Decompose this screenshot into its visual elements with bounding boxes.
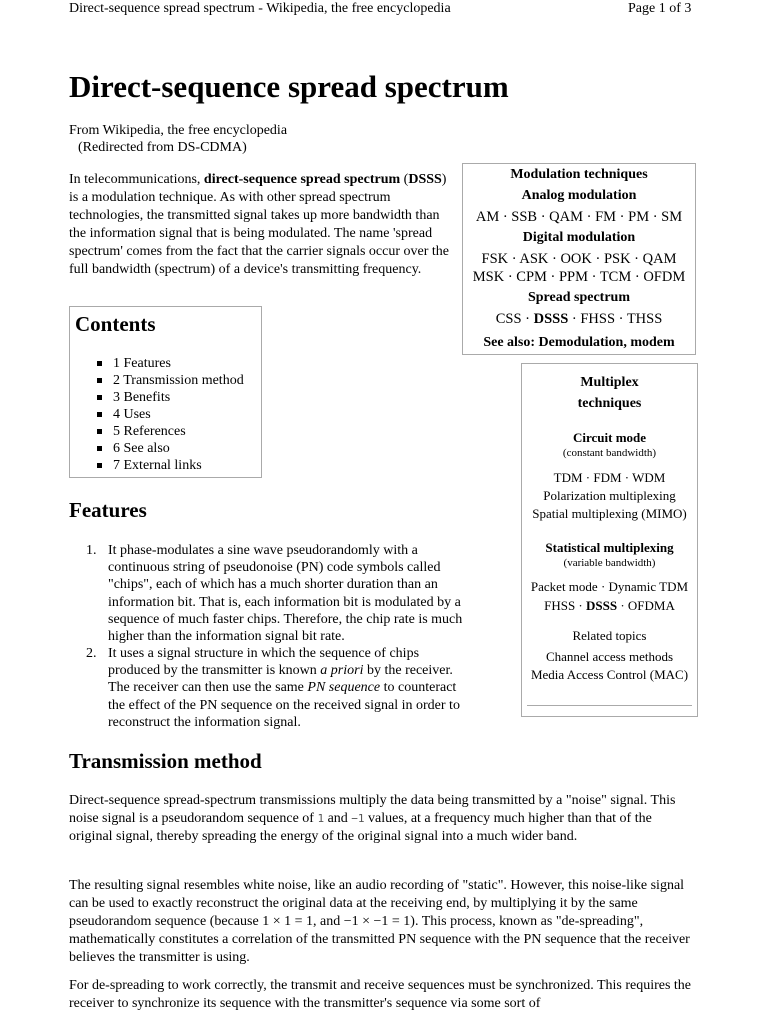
toc-item-external-links[interactable] <box>97 457 244 474</box>
toc-item-label[interactable]: 3 Benefits <box>113 390 171 405</box>
document-header-title: Direct-sequence spread spectrum - Wikipedia, the free encyclopedia <box>69 1 451 16</box>
feature-1-number: 1. <box>86 543 97 558</box>
mux-ofdma-link[interactable]: · OFDMA <box>617 598 675 613</box>
mux-circuit-list-2[interactable]: Polarization multiplexing <box>543 488 676 503</box>
modbox-title: Modulation techniques <box>510 167 648 182</box>
mux-title-2: techniques <box>577 396 642 411</box>
toc-item-transmission[interactable] <box>97 372 244 389</box>
bullet-icon <box>97 361 102 366</box>
toc-item-see-also[interactable] <box>97 440 244 457</box>
mux-stat-heading: Statistical multiplexing <box>545 540 674 555</box>
modbox-digital-heading: Digital modulation <box>522 230 636 245</box>
modbox-analog-list[interactable]: AM · SSB · QAM · FM · PM · SM <box>475 209 683 225</box>
feature-2-line <box>108 662 460 679</box>
toc-item-references[interactable] <box>97 423 244 440</box>
feature-2-text-part: The receiver can then use the same <box>108 680 308 696</box>
toc-item-label[interactable]: 1 Features <box>113 356 171 371</box>
mux-fhss-link[interactable]: FHSS · <box>544 598 587 613</box>
feature-1-text <box>108 542 462 645</box>
feature-2-number: 2. <box>86 646 97 661</box>
mux-related-1[interactable]: Channel access methods <box>545 649 674 664</box>
page-title: Direct-sequence spread spectrum <box>69 69 509 104</box>
a-priori-term: a priori <box>320 663 364 679</box>
intro-text-2: ( <box>400 172 409 187</box>
bullet-icon <box>97 463 102 468</box>
transmission-paragraph-2: The resulting signal resembles white noise, like an audio recording of "static". However, this noise-like signal can be used to exactly reconstruct the original data at the receiving end, by multiplying it by the same pseudorandom sequence (because 1 × 1 = 1, and −1 × −1 = 1). This process, known as "de-spreading", mathematically constitutes a correlation of the transmitted PN sequence with the PN sequence that the receiver believes the transmitter is using. <box>69 878 690 965</box>
mux-stat-list-2[interactable] <box>522 598 697 614</box>
transmission-paragraph-3: For de-spreading to work correctly, the transmit and receive sequences must be synchronized. This requires the receiver to synchronize its sequence with the transmitter's sequence via some sort of <box>69 978 692 1011</box>
transmission-paragraph-1 <box>69 792 695 846</box>
feature-1-line: sequence of much faster chips. Therefore, the chip rate is much <box>108 611 463 627</box>
feature-1-line: information bit. That is, each information bit is modulated by a <box>108 594 461 610</box>
bullet-icon <box>97 395 102 400</box>
toc-item-label[interactable]: 4 Uses <box>113 407 151 422</box>
toc-item-label[interactable]: 2 Transmission method <box>113 373 244 388</box>
mux-circuit-heading: Circuit mode <box>572 430 647 445</box>
toc-item-label[interactable]: 5 References <box>113 424 186 439</box>
feature-2-line: reconstruct the information signal. <box>108 714 301 730</box>
bullet-icon <box>97 429 102 434</box>
mux-circuit-sub: (constant bandwidth) <box>562 447 657 459</box>
modulation-infobox <box>462 163 696 355</box>
intro-text-1: In telecommunications, <box>69 172 204 187</box>
spread-item-css[interactable]: CSS · <box>495 311 534 327</box>
feature-2-text <box>108 645 460 731</box>
feature-2-line <box>108 679 460 696</box>
mux-stat-list-1[interactable]: Packet mode · Dynamic TDM <box>530 579 689 594</box>
bullet-icon <box>97 446 102 451</box>
toc-item-uses[interactable] <box>97 406 244 423</box>
intro-paragraph <box>69 171 449 279</box>
mux-related-heading: Related topics <box>572 628 647 643</box>
mux-dsss-current: DSSS <box>586 598 618 613</box>
feature-2-text-part: produced by the transmitter is known <box>108 663 321 679</box>
redirect-note <box>78 139 247 157</box>
table-of-contents <box>69 306 262 478</box>
intro-term-dsss: DSSS <box>408 172 442 187</box>
code-value-minus-one: −1 <box>351 812 365 825</box>
features-heading: Features <box>69 498 147 522</box>
para-text: values, at a frequency much higher than that of the original signal, thereby spreading the energy of the original signal into a much wider band. <box>69 811 652 844</box>
page-number: Page 1 of 3 <box>628 1 692 16</box>
feature-1-line: higher than the information signal bit rate. <box>108 629 345 645</box>
toc-item-features[interactable] <box>97 355 244 372</box>
modbox-digital-list-2[interactable]: MSK · CPM · PPM · TCM · OFDM <box>472 269 686 285</box>
modbox-digital-list-1[interactable]: FSK · ASK · OOK · PSK · QAM <box>481 251 677 267</box>
feature-1-line: It phase-modulates a sine wave pseudorandomly with a <box>108 543 418 558</box>
code-value-one: 1 <box>317 812 325 825</box>
feature-2-line: It uses a signal structure in which the sequence of chips <box>108 646 420 661</box>
mux-stat-sub: (variable bandwidth) <box>563 557 656 569</box>
modbox-spread-list[interactable] <box>463 311 695 328</box>
transmission-heading: Transmission method <box>69 749 262 773</box>
para-text: Direct-sequence spread-spectrum transmissions multiply the data being transmitted by a "noise" signal. This noise signal is a pseudorandom sequence of <box>69 793 676 826</box>
redirect-text: (Redirected from DS-CDMA) <box>78 140 247 155</box>
para-text: and <box>324 811 352 826</box>
feature-2-text-part: to counteract <box>380 680 457 696</box>
feature-2-line: the effect of the PN sequence on the received signal in order to <box>108 697 460 713</box>
modbox-spread-heading: Spread spectrum <box>527 290 631 305</box>
pn-sequence-term: PN sequence <box>307 680 381 696</box>
intro-term-dsss-full: direct-sequence spread spectrum <box>203 172 401 187</box>
spread-item-rest[interactable]: · FHSS · THSS <box>568 311 663 327</box>
mux-circuit-list-1[interactable]: TDM · FDM · WDM <box>553 470 666 485</box>
mux-circuit-list-3[interactable]: Spatial multiplexing (MIMO) <box>532 506 687 521</box>
mux-related-2[interactable]: Media Access Control (MAC) <box>530 667 689 682</box>
toc-title: Contents <box>75 312 156 336</box>
mux-divider <box>527 705 692 706</box>
bullet-icon <box>97 412 102 417</box>
feature-1-line: continuous string of pseudonoise (PN) code symbols called <box>108 560 441 576</box>
multiplex-infobox <box>521 363 698 717</box>
mux-title-1: Multiplex <box>580 375 639 390</box>
toc-item-label[interactable]: 6 See also <box>113 441 170 456</box>
toc-item-label[interactable]: 7 External links <box>113 458 202 473</box>
modbox-analog-heading: Analog modulation <box>521 188 637 203</box>
feature-2-text-part: by the receiver. <box>363 663 453 679</box>
spread-item-dsss: DSSS <box>533 311 569 327</box>
toc-item-benefits[interactable] <box>97 389 244 406</box>
feature-1-line: "chips", each of which has a much shorter duration than an <box>108 577 438 593</box>
source-line: From Wikipedia, the free encyclopedia <box>69 123 288 138</box>
modbox-see-also[interactable]: See also: Demodulation, modem <box>483 335 675 350</box>
toc-list <box>97 355 244 474</box>
intro-text-3: ) is a modulation technique. As with other spread spectrum technologies, the transmitted signal takes up more bandwidth than the information signal that is being modulated. The name 'spread spectrum' comes from the fact that the carrier signals occur over the full bandwidth (spectrum) of a device's transmitting frequency. <box>69 172 449 277</box>
bullet-icon <box>97 378 102 383</box>
